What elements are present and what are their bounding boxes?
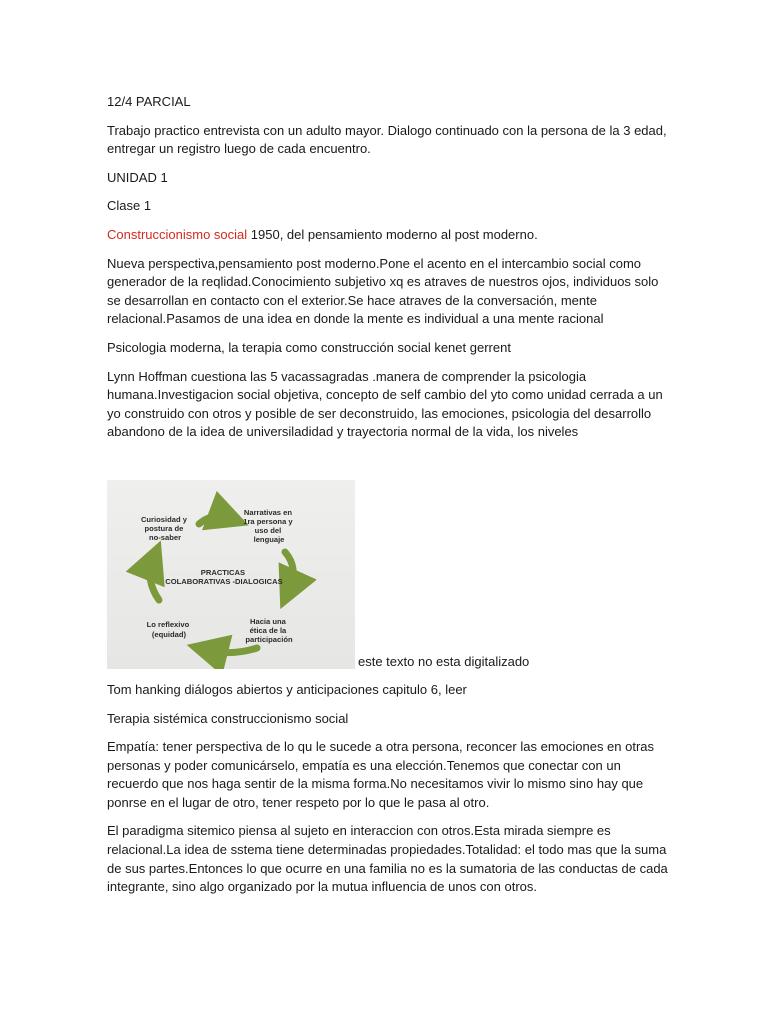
node-bl-line1: Lo reflexivo bbox=[146, 619, 190, 629]
arrow-top bbox=[199, 516, 229, 524]
node-br-line1: Hacia una bbox=[250, 616, 286, 626]
paragraph-paradigma-sistemico: El paradigma sitemico piensa al sujeto en interaccion con otros.Esta mirada siempre es relacional.La idea de sstema tiene determinadas propiedades.Totalidad: el todo mas que la suma de sus partes.Entonces lo que ocurre en una familia no es la sumatoria de las conductas de cada integrante, sino algo organizado por la mutua influencia de unos con otros. bbox=[107, 823, 668, 895]
paragraph-psicologia-moderna: Psicologia moderna, la terapia como construcción social kenet gerrent bbox=[107, 339, 511, 355]
diagram-center-title bbox=[165, 568, 282, 586]
node-bottom-left bbox=[147, 620, 192, 639]
paragraph-construccionismo bbox=[107, 226, 668, 245]
heading-parcial: 12/4 PARCIAL bbox=[107, 94, 191, 109]
node-top-right bbox=[243, 508, 295, 544]
figure-row bbox=[107, 480, 668, 669]
paragraph-terapia-sistemica: Terapia sistémica construccionismo social bbox=[107, 710, 349, 726]
paragraph-trabajo-practico: Trabajo practico entrevista con un adulto mayor. Dialogo continuado con la persona de la 3 edad, entregar un registro luego de cada encuentro. bbox=[107, 122, 667, 157]
paragraph-construccionismo-rest: 1950, del pensamiento moderno al post moderno. bbox=[247, 226, 538, 242]
node-tl-line3: no-saber bbox=[148, 532, 182, 542]
center-line2: COLABORATIVAS -DIALOGICAS bbox=[165, 576, 283, 586]
arrow-left bbox=[150, 560, 159, 600]
paragraph-tom-hanking: Tom hanking diálogos abiertos y anticipaciones capitulo 6, leer bbox=[107, 681, 467, 697]
figure-caption: este texto no esta digitalizado bbox=[358, 654, 530, 670]
node-tr-line3: uso del bbox=[254, 525, 282, 535]
heading-clase: Clase 1 bbox=[107, 198, 152, 214]
heading-unidad: UNIDAD 1 bbox=[107, 169, 168, 185]
diagram-image bbox=[107, 480, 355, 669]
node-br-line2: ética de la bbox=[249, 625, 287, 635]
node-tl-line2: postura de bbox=[144, 523, 184, 533]
paragraph-empatia: Empatía: tener perspectiva de lo qu le sucede a otra persona, reconcer las emociones en otras personas y poder comunicárselo, empatía es una elección.Tenemos que conectar con un recuerdo que nos haga sentir de la misma forma.No necesitamos vivir lo mismo sino hay que ponrse en el lugar de otro, tener respeto por lo que le pasa al otro. bbox=[107, 739, 655, 810]
node-tl-line1: Curiosidad y bbox=[140, 514, 187, 524]
arrow-right bbox=[285, 552, 293, 590]
node-top-left bbox=[141, 515, 189, 542]
node-tr-line1: Narrativas en bbox=[243, 507, 292, 517]
node-tr-line4: lenguaje bbox=[253, 534, 285, 544]
node-tr-line2: 1ra persona y bbox=[243, 516, 293, 526]
paragraph-lynn-hoffman: Lynn Hoffman cuestiona las 5 vacassagradas .manera de comprender la psicologia humana.Investigacion social objetiva, concepto de self cambio del yto como unidad cerrada a un yo construido con otros y posible de ser deconstruido, las emociones, psicologia del desarrollo abandono de la idea de universiladidad y trayectoria normal de la vida, los niveles bbox=[107, 368, 663, 440]
paragraph-nueva-perspectiva: Nueva perspectiva,pensamiento post moderno.Pone el acento en el intercambio social como generador de la reqlidad.Conocimiento subjetivo xq es atraves de nuestros ojos, individuos solo se desarrollan en contacto con el exterior.Se hace atraves de la conversación, mente relacional.Pasamos de una idea en donde la mente es individual a una mente racional bbox=[107, 255, 659, 327]
cycle-diagram bbox=[107, 480, 355, 669]
node-bl-line2: (equidad) bbox=[151, 629, 187, 639]
highlighted-term: Construccionismo social bbox=[107, 226, 248, 242]
node-bottom-right bbox=[245, 617, 293, 644]
center-line1: PRACTICAS bbox=[200, 567, 246, 577]
node-br-line3: participación bbox=[245, 634, 293, 644]
arrow-bottom bbox=[207, 648, 257, 653]
